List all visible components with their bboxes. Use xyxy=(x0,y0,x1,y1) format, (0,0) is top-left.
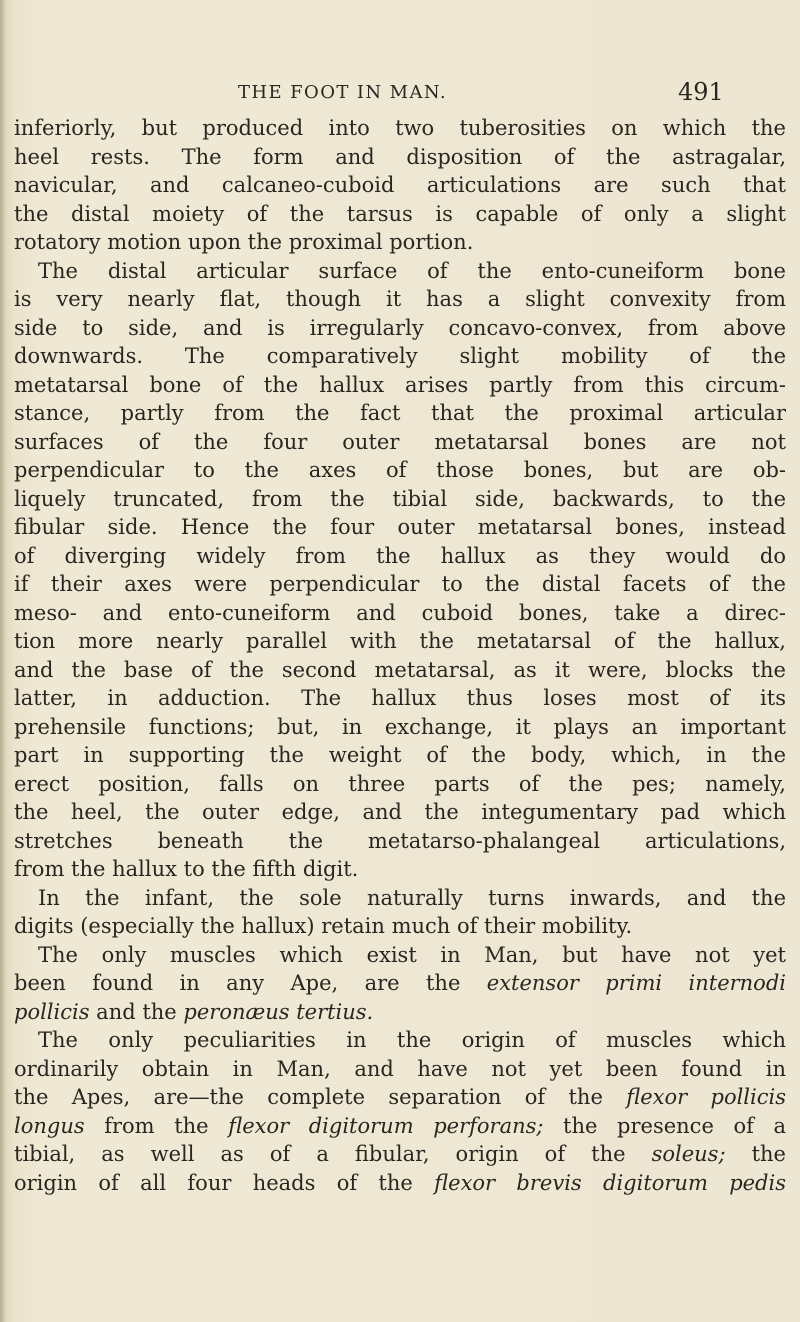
italic-term: flexor brevis digitorum pedis xyxy=(434,1170,786,1195)
text-line: origin of all four heads of the flexor brevis digitorum pedis xyxy=(14,1170,786,1195)
page-number: 491 xyxy=(678,78,724,106)
text-line: been found in any Ape, are the extensor primi internodi xyxy=(14,971,786,995)
text-line: if their axes were perpendicular to the distal facets of the xyxy=(14,572,786,596)
text-line: navicular, and calcaneo-cuboid articulations are such that xyxy=(14,173,786,197)
text-line: tion more nearly parallel with the metatarsal of the hallux, xyxy=(14,629,786,653)
text-line: ordinarily obtain in Man, and have not yet been found in xyxy=(14,1056,786,1081)
page-gutter-shadow xyxy=(0,0,6,1322)
text-line: from the hallux to the fifth digit. xyxy=(14,857,359,881)
text-line: The distal articular surface of the ento-cuneiform bone xyxy=(38,258,786,283)
text-line: part in supporting the weight of the body, which, in the xyxy=(14,743,786,767)
text-line: latter, in adduction. The hallux thus loses most of its xyxy=(14,686,786,710)
text-line: prehensile functions; but, in exchange, it plays an important xyxy=(14,714,786,739)
text-line: stance, partly from the fact that the proximal articular xyxy=(14,401,786,425)
text-line: inferiorly, but produced into two tuberosities on which the xyxy=(14,116,786,140)
running-head xyxy=(0,74,800,104)
italic-term: extensor primi internodi xyxy=(486,971,786,995)
text-line: meso- and ento-cuneiform and cuboid bones, take a direc- xyxy=(14,600,786,625)
text-line: of diverging widely from the hallux as they would do xyxy=(14,543,786,568)
text-line: surfaces of the four outer metatarsal bones are not xyxy=(14,429,786,454)
italic-term: longus xyxy=(14,1113,85,1138)
text-line: metatarsal bone of the hallux arises partly from this circum- xyxy=(14,372,786,397)
text-line: The only muscles which exist in Man, but have not yet xyxy=(38,942,786,967)
text-line: liquely truncated, from the tibial side, backwards, to the xyxy=(14,486,786,511)
italic-term: peronæus tertius. xyxy=(183,999,374,1024)
text-line: the distal moiety of the tarsus is capable of only a slight xyxy=(14,201,786,226)
text-line: is very nearly flat, though it has a slight convexity from xyxy=(14,287,786,311)
italic-term: flexor pollicis xyxy=(626,1085,786,1109)
text-line: longus from the flexor digitorum perforans; the presence of a xyxy=(14,1113,786,1138)
text-line: side to side, and is irregularly concavo-convex, from above xyxy=(14,315,786,340)
text-line: downwards. The comparatively slight mobility of the xyxy=(14,344,786,368)
text-line: erect position, falls on three parts of the pes; namely, xyxy=(14,771,786,796)
italic-term: pollicis xyxy=(14,999,90,1024)
text-line: fibular side. Hence the four outer metatarsal bones, instead xyxy=(14,515,786,539)
text-line: the heel, the outer edge, and the integumentary pad which xyxy=(14,800,786,824)
text-line: tibial, as well as of a fibular, origin of the soleus; the xyxy=(14,1142,786,1166)
text-line: rotatory motion upon the proximal portion. xyxy=(14,230,474,254)
text-line: The only peculiarities in the origin of muscles which xyxy=(38,1028,786,1052)
italic-term: flexor digitorum perforans; xyxy=(228,1113,544,1138)
text-line: perpendicular to the axes of those bones, but are ob- xyxy=(14,458,786,482)
text-line: the Apes, are—the complete separation of the flexor pollicis xyxy=(14,1085,786,1109)
text-line: and the base of the second metatarsal, as it were, blocks the xyxy=(14,657,786,682)
text-line: pollicis and the peronæus tertius. xyxy=(14,999,374,1024)
text-line: In the infant, the sole naturally turns inwards, and the xyxy=(38,885,786,910)
text-line: heel rests. The form and disposition of the astragalar, xyxy=(14,144,786,169)
text-line: digits (especially the hallux) retain much of their mobility. xyxy=(14,914,633,938)
text-line: stretches beneath the metatarso-phalangeal articulations, xyxy=(14,828,786,853)
body-text xyxy=(14,114,786,1197)
italic-term: soleus; xyxy=(651,1142,726,1166)
running-title: THE FOOT IN MAN. xyxy=(238,82,448,103)
